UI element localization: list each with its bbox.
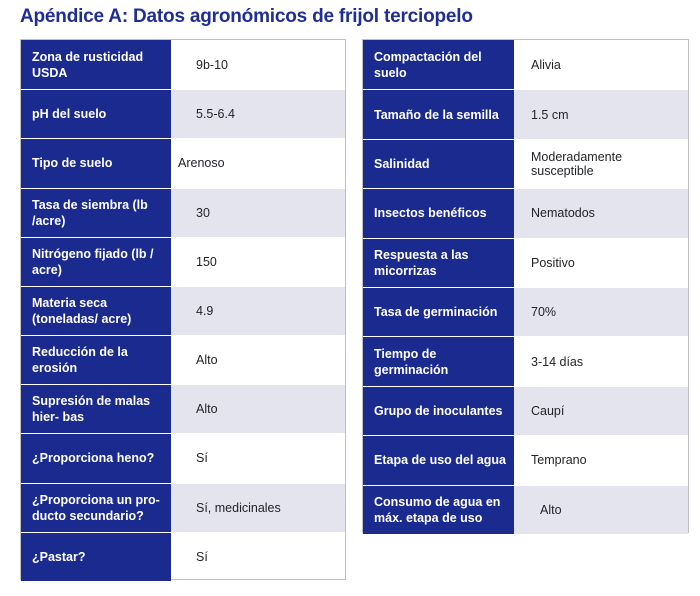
table-row	[363, 485, 688, 534]
row-label: Materia seca (toneladas/ acre)	[21, 287, 171, 335]
agronomic-data-table-right	[362, 39, 689, 533]
row-value: Temprano	[531, 453, 587, 468]
table-row	[21, 532, 345, 581]
table-row	[363, 139, 688, 188]
row-label: Respuesta a las micorrizas	[363, 239, 514, 287]
row-label: Consumo de agua en máx. etapa de uso	[363, 486, 514, 534]
page-title: Apéndice A: Datos agronómicos de frijol terciopelo	[20, 6, 473, 27]
row-label: Grupo de inoculantes	[363, 387, 514, 435]
row-value: Caupí	[514, 387, 688, 435]
row-value: Nematodos	[514, 189, 688, 237]
row-label: Tasa de siembra (lb /acre)	[21, 189, 171, 237]
row-value: Sí	[196, 451, 208, 466]
table-row	[363, 386, 688, 435]
row-value: 70%	[514, 288, 688, 336]
table-row	[21, 286, 345, 335]
row-label: ¿Proporciona heno?	[21, 434, 171, 482]
row-value: Alivia	[531, 57, 561, 72]
row-value: 3-14 días	[531, 354, 584, 369]
row-value: Alto	[514, 486, 688, 534]
table-row	[21, 483, 345, 532]
row-value: Sí	[196, 549, 208, 564]
table-row	[363, 238, 688, 287]
row-label: Tamaño de la semilla	[363, 90, 514, 138]
table-row	[21, 433, 345, 482]
table-row	[21, 89, 345, 138]
agronomic-data-table-left	[20, 39, 346, 580]
row-label: Tasa de germinación	[363, 288, 514, 336]
table-row	[363, 40, 688, 89]
row-label: Supresión de malas hier- bas	[21, 385, 171, 433]
row-label: Etapa de uso del agua	[363, 436, 514, 484]
table-row	[363, 188, 688, 237]
row-value: 5.5-6.4	[171, 90, 345, 138]
row-value: Sí, medicinales	[171, 484, 345, 532]
row-value: 9b-10	[196, 57, 228, 72]
table-row	[21, 138, 345, 187]
row-value: 4.9	[171, 287, 345, 335]
table-row	[363, 336, 688, 385]
row-label: Reducción de la erosión	[21, 336, 171, 384]
table-row	[363, 89, 688, 138]
row-value: 1.5 cm	[514, 90, 688, 138]
row-label: pH del suelo	[21, 90, 171, 138]
row-label: Compactación del suelo	[363, 40, 514, 89]
row-label: Insectos benéficos	[363, 189, 514, 237]
row-label: ¿Proporciona un pro- ducto secundario?	[21, 484, 171, 532]
table-row	[21, 237, 345, 286]
row-value: Moderadamente susceptible	[531, 149, 623, 178]
row-value: Arenoso	[178, 156, 225, 171]
table-row	[363, 435, 688, 484]
row-label: Nitrógeno fijado (lb / acre)	[21, 238, 171, 286]
table-row	[21, 335, 345, 384]
row-value: 150	[196, 254, 217, 269]
row-label: Tipo de suelo	[21, 139, 171, 187]
table-row	[21, 384, 345, 433]
row-value: Alto	[196, 353, 218, 368]
table-row	[21, 188, 345, 237]
row-label: Tiempo de germinación	[363, 337, 514, 385]
row-label: ¿Pastar?	[21, 533, 171, 581]
row-label: Salinidad	[363, 140, 514, 188]
row-label: Zona de rusticidad USDA	[21, 40, 171, 89]
row-value: Alto	[171, 385, 345, 433]
row-value: Positivo	[531, 255, 575, 270]
row-value: 30	[171, 189, 345, 237]
table-row	[21, 40, 345, 89]
table-row	[363, 287, 688, 336]
